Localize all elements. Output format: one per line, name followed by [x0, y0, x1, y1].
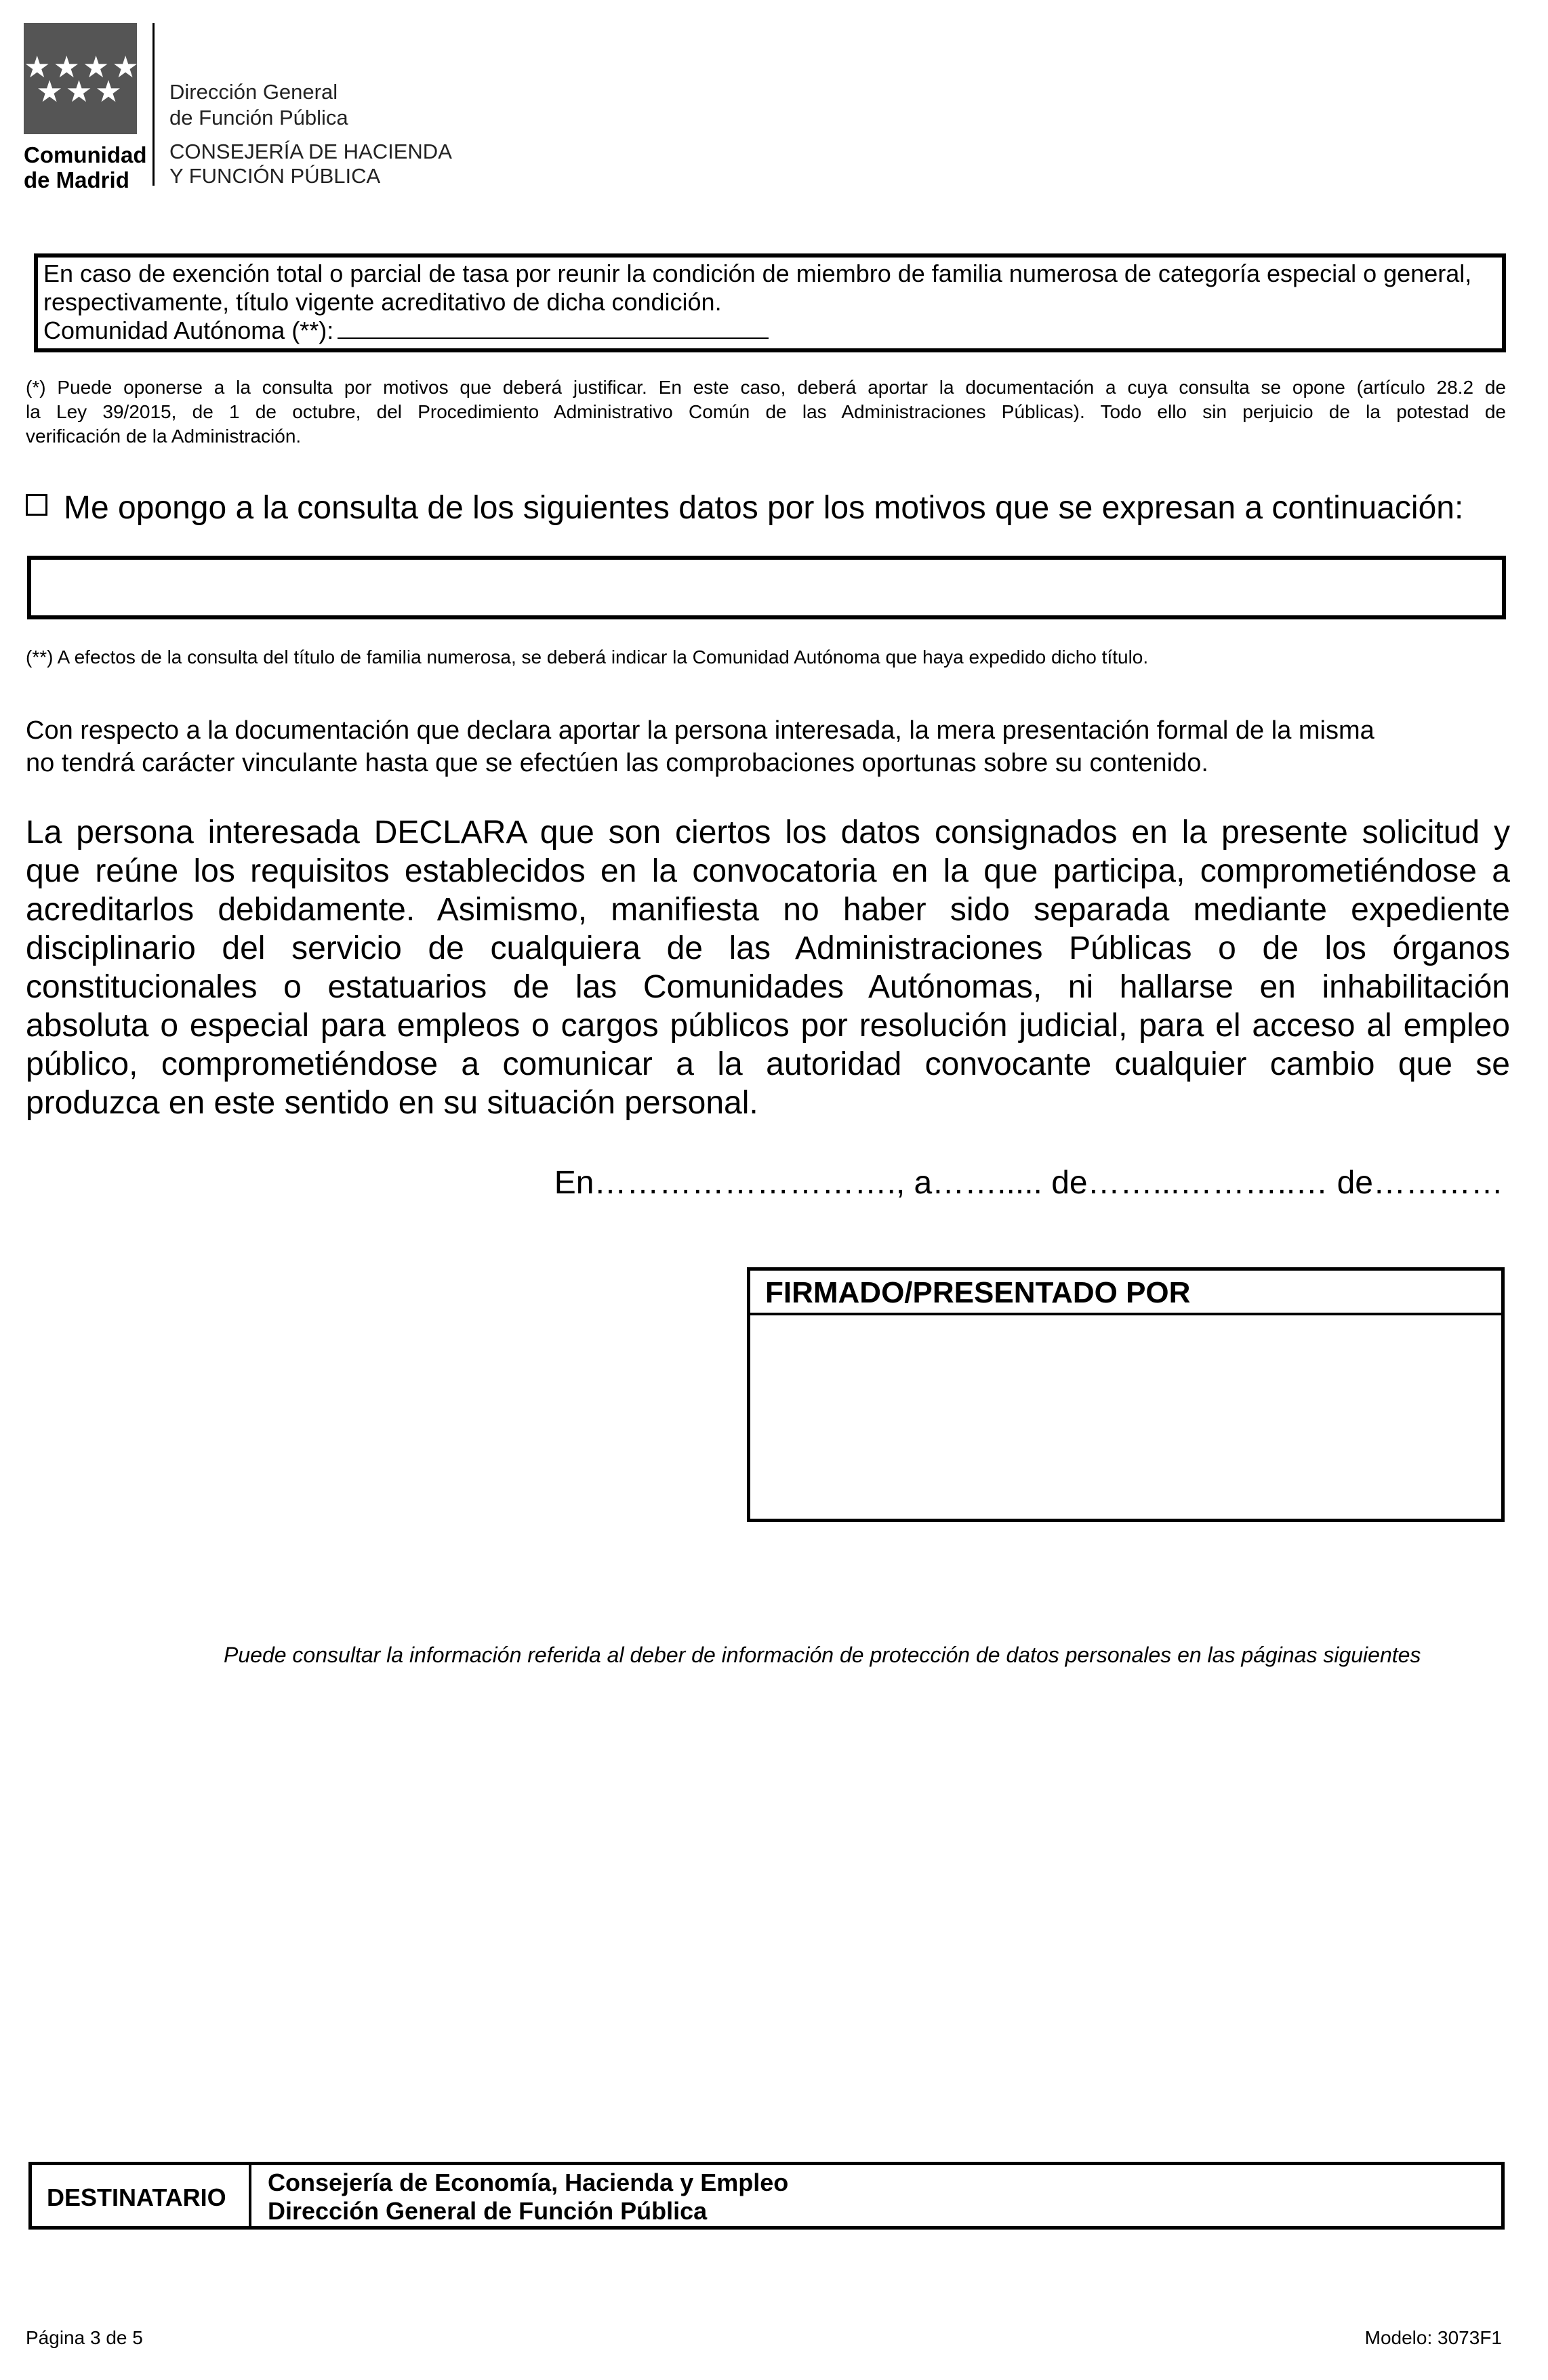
exemption-box — [34, 253, 1506, 352]
recipient-label: DESTINATARIO — [47, 2183, 226, 2211]
privacy-info: Puede consultar la información referida al deber de información de protección de datos personales en las páginas siguientes — [224, 1643, 1421, 1667]
exemption-line-1: En caso de exención total o parcial de tasa por reunir la condición de miembro de familia numerosa de categoría especial o general, — [43, 260, 1472, 287]
note-family: (**) A efectos de la consulta del título de familia numerosa, se deberá indicar la Comunidad Autónoma que haya expedido dicho título. — [26, 647, 1149, 668]
declaration-line: produzca en este sentido en su situación personal. — [26, 1085, 758, 1121]
declaration-line: constitucionales o estatuarios de las Comunidades Autónomas, ni hallarse en inhabilitación — [26, 969, 1510, 1005]
dept-line-1: Dirección General — [169, 80, 338, 104]
declaration-line: La persona interesada DECLARA que son ciertos los datos consignados en la presente solicitud y — [26, 815, 1510, 850]
logo-stars-icon: ★★★★ ★★★ — [24, 51, 142, 108]
oppose-reason-field[interactable] — [27, 556, 1506, 619]
declaration-line: que reúne los requisitos establecidos en la convocatoria en la que participa, comprometiéndose a — [26, 853, 1510, 889]
logo-line-2: de Madrid — [24, 167, 129, 192]
model-code: Modelo: 3073F1 — [1364, 2327, 1502, 2348]
dept-line-2: de Función Pública — [169, 106, 348, 129]
signature-title: FIRMADO/PRESENTADO POR — [765, 1276, 1191, 1309]
declaration-line: absoluta o especial para empleos o cargos públicos por resolución judicial, para el acceso al empleo — [26, 1008, 1510, 1044]
declaration-line: disciplinario del servicio de cualquiera de las Administraciones Públicas o de los órganos — [26, 930, 1510, 966]
exemption-line-2: respectivamente, título vigente acreditativo de dicha condición. — [43, 288, 722, 316]
note-opposition-line-3: verificación de la Administración. — [26, 426, 302, 447]
declaration-paragraph — [26, 813, 1510, 1122]
recipient-box — [28, 2162, 1505, 2230]
oppose-row — [26, 489, 1463, 527]
documentation-line-2: no tendrá carácter vinculante hasta que se efectúen las comprobaciones oportunas sobre su contenido. — [26, 749, 1208, 777]
page-number: Página 3 de 5 — [26, 2327, 143, 2348]
oppose-label: Me opongo a la consulta de los siguientes datos por los motivos que se expresan a continuación: — [64, 490, 1464, 526]
date-place-line[interactable]: En………………………., a……..... de……...………..… de………… — [554, 1165, 1503, 1201]
autonomous-community-field — [43, 317, 769, 344]
recipient-divider — [249, 2165, 251, 2226]
header-divider — [152, 23, 155, 186]
autonomous-community-label: Comunidad Autónoma (**): — [43, 316, 334, 344]
signature-area[interactable] — [750, 1315, 1501, 1519]
logo-line-1: Comunidad — [24, 142, 147, 167]
declaration-line: acreditarlos debidamente. Asimismo, manifiesta no haber sido separada mediante expediente — [26, 892, 1510, 928]
recipient-line-2: Dirección General de Función Pública — [268, 2197, 708, 2225]
dept-line-4: Y FUNCIÓN PÚBLICA — [169, 164, 381, 188]
autonomous-community-input[interactable] — [338, 317, 769, 339]
logo-wordmark — [24, 142, 146, 192]
oppose-checkbox[interactable] — [26, 494, 47, 516]
note-opposition-line-1: (*) Puede oponerse a la consulta por motivos que deberá justificar. En este caso, deberá aportar la documentación a cuya consulta se opone (artículo 28.2 de — [26, 377, 1506, 398]
documentation-line-1: Con respecto a la documentación que declara aportar la persona interesada, la mera presentación formal de la misma — [26, 716, 1374, 745]
recipient-line-1: Consejería de Economía, Hacienda y Empleo — [268, 2169, 789, 2196]
dept-line-3: CONSEJERÍA DE HACIENDA — [169, 140, 452, 163]
declaration-line: público, comprometiéndose a comunicar a la autoridad convocante cualquier cambio que se — [26, 1046, 1510, 1082]
signature-box — [747, 1267, 1505, 1522]
note-opposition-line-2: la Ley 39/2015, de 1 de octubre, del Procedimiento Administrativo Común de las Administraciones Públicas). Todo ello sin perjuicio de la potestad de — [26, 401, 1506, 422]
